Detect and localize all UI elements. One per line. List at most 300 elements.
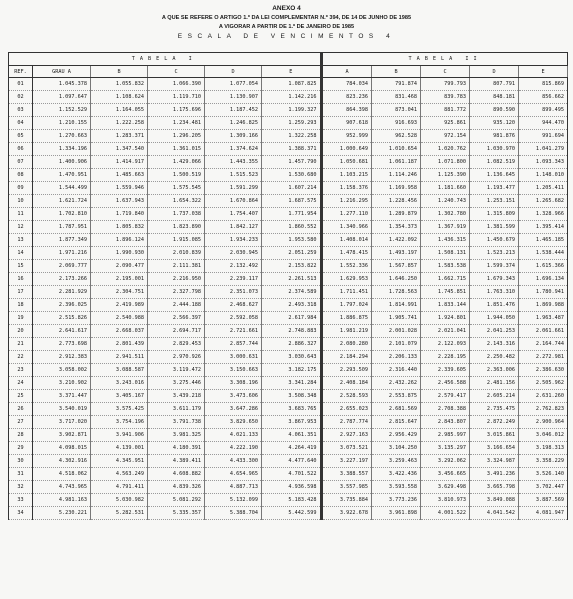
value-cell: 1.654.322 (148, 195, 205, 208)
value-cell: 2.386.630 (519, 364, 568, 377)
value-cell: 4.345.951 (91, 455, 148, 468)
value-cell: 2.985.997 (421, 429, 470, 442)
value-cell: 4.222.190 (205, 442, 262, 455)
value-cell: 944.470 (519, 117, 568, 130)
value-cell: 1.905.741 (372, 312, 421, 325)
ref-cell: 11 (9, 208, 33, 221)
table-row (9, 312, 321, 325)
value-cell: 2.815.647 (372, 416, 421, 429)
value-cell: 907.618 (323, 117, 372, 130)
value-cell: 1.443.355 (205, 156, 262, 169)
value-cell: 5.282.531 (91, 507, 148, 520)
value-cell: 925.861 (421, 117, 470, 130)
value-cell: 2.886.327 (262, 338, 321, 351)
value-cell: 3.135.297 (421, 442, 470, 455)
value-cell: 1.061.187 (372, 156, 421, 169)
value-cell: 3.275.446 (148, 377, 205, 390)
table-row (323, 195, 568, 208)
value-cell: 2.143.316 (470, 338, 519, 351)
value-cell: 1.142.216 (262, 91, 321, 104)
value-cell: 1.414.917 (91, 156, 148, 169)
value-cell: 3.456.665 (421, 468, 470, 481)
value-cell: 991.694 (519, 130, 568, 143)
value-cell: 807.791 (470, 78, 519, 91)
value-cell: 3.754.196 (91, 416, 148, 429)
value-cell: 2.339.605 (421, 364, 470, 377)
value-cell: 3.422.436 (372, 468, 421, 481)
value-cell: 1.388.371 (262, 143, 321, 156)
value-cell: 3.473.606 (205, 390, 262, 403)
value-cell: 815.869 (519, 78, 568, 91)
value-cell: 3.849.088 (470, 494, 519, 507)
value-cell: 2.956.429 (372, 429, 421, 442)
value-cell: 3.526.140 (519, 468, 568, 481)
value-cell: 3.030.643 (262, 351, 321, 364)
value-cell: 2.351.073 (205, 286, 262, 299)
value-cell: 3.405.167 (91, 390, 148, 403)
ref-cell: 32 (9, 481, 33, 494)
table-row (9, 260, 321, 273)
table-row (323, 455, 568, 468)
value-cell: 3.210.902 (33, 377, 91, 390)
table-row (323, 377, 568, 390)
table-row (9, 468, 321, 481)
value-cell: 1.485.663 (91, 169, 148, 182)
value-cell: 2.505.962 (519, 377, 568, 390)
value-cell: 2.721.661 (205, 325, 262, 338)
value-cell: 1.130.907 (205, 91, 262, 104)
value-cell: 1.924.801 (421, 312, 470, 325)
table-row (9, 390, 321, 403)
value-cell: 1.367.919 (421, 221, 470, 234)
value-cell: 3.773.236 (372, 494, 421, 507)
value-cell: 3.683.765 (262, 403, 321, 416)
value-cell: 2.051.259 (262, 247, 321, 260)
value-cell: 2.872.249 (470, 416, 519, 429)
value-cell: 1.158.376 (323, 182, 372, 195)
value-cell: 1.851.476 (470, 299, 519, 312)
value-cell: 5.335.357 (148, 507, 205, 520)
value-cell: 2.900.964 (519, 416, 568, 429)
table-2-col-header: C (421, 66, 470, 78)
table-row (9, 156, 321, 169)
table-row (9, 104, 321, 117)
value-cell: 1.361.015 (148, 143, 205, 156)
value-cell: 4.936.598 (262, 481, 321, 494)
value-cell: 2.216.950 (148, 273, 205, 286)
ref-cell: 31 (9, 468, 33, 481)
value-cell: 2.041.253 (470, 325, 519, 338)
table-1-col-header: B (91, 66, 148, 78)
value-cell: 1.990.930 (91, 247, 148, 260)
ref-header: REF. (9, 66, 33, 78)
value-cell: 823.236 (323, 91, 372, 104)
table-row (323, 364, 568, 377)
table-row (9, 494, 321, 507)
value-cell: 3.629.498 (421, 481, 470, 494)
table-2-col-header: B (372, 66, 421, 78)
law-reference: A QUE SE REFERE O ARTIGO 1.º DA LEI COMPLEMENTAR N.º 394, DE 14 DE JUNHO DE 1985 (161, 15, 412, 21)
value-cell: 2.021.041 (421, 325, 470, 338)
value-cell: 2.080.280 (323, 338, 372, 351)
ref-cell: 23 (9, 364, 33, 377)
value-cell: 3.961.898 (372, 507, 421, 520)
value-cell: 2.261.513 (262, 273, 321, 286)
value-cell: 4.518.062 (33, 468, 91, 481)
value-cell: 2.272.981 (519, 351, 568, 364)
value-cell: 2.481.156 (470, 377, 519, 390)
value-cell: 1.422.092 (372, 234, 421, 247)
value-cell: 3.341.284 (262, 377, 321, 390)
table-row (9, 442, 321, 455)
table-row (9, 416, 321, 429)
value-cell: 791.874 (372, 78, 421, 91)
table-row (9, 195, 321, 208)
ref-cell: 15 (9, 260, 33, 273)
ref-cell: 34 (9, 507, 33, 520)
value-cell: 2.843.807 (421, 416, 470, 429)
value-cell: 4.001.522 (421, 507, 470, 520)
value-cell: 1.354.373 (372, 221, 421, 234)
value-cell: 1.050.681 (323, 156, 372, 169)
value-cell: 3.227.197 (323, 455, 372, 468)
ref-cell: 16 (9, 273, 33, 286)
table-row (9, 507, 321, 520)
value-cell: 2.327.798 (148, 286, 205, 299)
value-cell: 2.631.260 (519, 390, 568, 403)
value-cell: 3.557.985 (323, 481, 372, 494)
value-cell: 3.611.179 (148, 403, 205, 416)
value-cell: 1.265.682 (519, 195, 568, 208)
table-row (9, 364, 321, 377)
value-cell: 2.540.988 (91, 312, 148, 325)
value-cell: 2.316.440 (372, 364, 421, 377)
value-cell: 2.655.023 (323, 403, 372, 416)
value-cell: 3.735.884 (323, 494, 372, 507)
value-cell: 1.944.050 (470, 312, 519, 325)
value-cell: 831.468 (372, 91, 421, 104)
value-cell: 2.857.744 (205, 338, 262, 351)
value-cell: 2.363.006 (470, 364, 519, 377)
value-cell: 3.119.472 (148, 364, 205, 377)
value-cell: 1.234.481 (148, 117, 205, 130)
ref-cell: 13 (9, 234, 33, 247)
value-cell: 3.941.906 (91, 429, 148, 442)
value-cell: 2.605.214 (470, 390, 519, 403)
value-cell: 2.239.117 (205, 273, 262, 286)
table-row (323, 130, 568, 143)
table-row (323, 117, 568, 130)
salary-table-1 (8, 52, 322, 520)
value-cell: 1.205.411 (519, 182, 568, 195)
table-row (9, 182, 321, 195)
value-cell: 1.296.205 (148, 130, 205, 143)
value-cell: 1.395.414 (519, 221, 568, 234)
value-cell: 4.701.522 (262, 468, 321, 481)
value-cell: 1.136.645 (470, 169, 519, 182)
table-2-col-header: E (519, 66, 568, 78)
value-cell: 1.771.954 (262, 208, 321, 221)
table-row (323, 416, 568, 429)
value-cell: 1.787.951 (33, 221, 91, 234)
table-row (323, 442, 568, 455)
value-cell: 2.493.318 (262, 299, 321, 312)
table-row (323, 351, 568, 364)
value-cell: 3.198.313 (519, 442, 568, 455)
table-row (323, 234, 568, 247)
value-cell: 1.328.966 (519, 208, 568, 221)
ref-cell: 08 (9, 169, 33, 182)
value-cell: 1.114.246 (372, 169, 421, 182)
value-cell: 1.646.250 (372, 273, 421, 286)
value-cell: 4.264.419 (262, 442, 321, 455)
value-cell: 1.552.336 (323, 260, 372, 273)
value-cell: 1.523.213 (470, 247, 519, 260)
value-cell: 1.041.279 (519, 143, 568, 156)
value-cell: 1.583.538 (421, 260, 470, 273)
value-cell: 3.902.871 (33, 429, 91, 442)
value-cell: 799.793 (421, 78, 470, 91)
value-cell: 1.340.966 (323, 221, 372, 234)
table-row (9, 169, 321, 182)
value-cell: 2.111.381 (148, 260, 205, 273)
value-cell: 2.206.133 (372, 351, 421, 364)
value-cell: 1.381.599 (470, 221, 519, 234)
value-cell: 1.470.951 (33, 169, 91, 182)
value-cell: 1.322.258 (262, 130, 321, 143)
value-cell: 3.922.678 (323, 507, 372, 520)
ref-cell: 03 (9, 104, 33, 117)
value-cell: 5.388.704 (205, 507, 262, 520)
value-cell: 2.694.717 (148, 325, 205, 338)
value-cell: 1.754.407 (205, 208, 262, 221)
value-cell: 952.999 (323, 130, 372, 143)
value-cell: 1.240.743 (421, 195, 470, 208)
value-cell: 1.515.523 (205, 169, 262, 182)
table-row (323, 390, 568, 403)
value-cell: 4.791.411 (91, 481, 148, 494)
value-cell: 4.081.947 (519, 507, 568, 520)
value-cell: 1.020.762 (421, 143, 470, 156)
value-cell: 3.015.861 (470, 429, 519, 442)
value-cell: 3.829.650 (205, 416, 262, 429)
ref-cell: 07 (9, 156, 33, 169)
value-cell: 1.842.127 (205, 221, 262, 234)
value-cell: 1.082.519 (470, 156, 519, 169)
table-row (9, 455, 321, 468)
value-cell: 1.450.679 (470, 234, 519, 247)
value-cell: 1.953.580 (262, 234, 321, 247)
value-cell: 1.886.875 (323, 312, 372, 325)
value-cell: 3.540.019 (33, 403, 91, 416)
value-cell: 2.030.945 (205, 247, 262, 260)
value-cell: 1.544.499 (33, 182, 91, 195)
value-cell: 1.071.800 (421, 156, 470, 169)
value-cell: 4.477.640 (262, 455, 321, 468)
value-cell: 3.046.012 (519, 429, 568, 442)
table-1-title: TABELA I (9, 53, 321, 66)
value-cell: 1.567.857 (372, 260, 421, 273)
table-row (323, 494, 568, 507)
table-row (323, 286, 568, 299)
value-cell: 2.195.001 (91, 273, 148, 286)
value-cell: 2.668.037 (91, 325, 148, 338)
value-cell: 1.347.540 (91, 143, 148, 156)
value-cell: 890.590 (470, 104, 519, 117)
table-row (323, 403, 568, 416)
table-2-col-header: A (323, 66, 372, 78)
value-cell: 1.679.343 (470, 273, 519, 286)
value-cell: 4.433.300 (205, 455, 262, 468)
ref-cell: 06 (9, 143, 33, 156)
value-cell: 2.456.588 (421, 377, 470, 390)
ref-cell: 30 (9, 455, 33, 468)
value-cell: 1.780.941 (519, 286, 568, 299)
table-row (9, 130, 321, 143)
value-cell: 1.696.134 (519, 273, 568, 286)
value-cell: 4.139.001 (91, 442, 148, 455)
table-row (323, 78, 568, 91)
value-cell: 1.436.315 (421, 234, 470, 247)
value-cell: 2.735.475 (470, 403, 519, 416)
value-cell: 2.396.025 (33, 299, 91, 312)
table-row (9, 234, 321, 247)
value-cell: 1.687.575 (262, 195, 321, 208)
value-cell: 3.259.463 (372, 455, 421, 468)
value-cell: 1.670.864 (205, 195, 262, 208)
value-cell: 1.629.953 (323, 273, 372, 286)
value-cell: 1.093.343 (519, 156, 568, 169)
value-cell: 1.538.444 (519, 247, 568, 260)
value-cell: 1.187.452 (205, 104, 262, 117)
value-cell: 1.148.010 (519, 169, 568, 182)
table-row (323, 247, 568, 260)
table-row (9, 429, 321, 442)
value-cell: 2.787.774 (323, 416, 372, 429)
value-cell: 1.478.415 (323, 247, 372, 260)
table-row (9, 299, 321, 312)
ref-cell: 12 (9, 221, 33, 234)
value-cell: 1.934.233 (205, 234, 262, 247)
value-cell: 1.077.054 (205, 78, 262, 91)
value-cell: 5.442.599 (262, 507, 321, 520)
ref-cell: 21 (9, 338, 33, 351)
ref-cell: 04 (9, 117, 33, 130)
value-cell: 2.374.589 (262, 286, 321, 299)
effective-date: A VIGORAR A PARTIR DE 1.º DE JANEIRO DE 1985 (218, 24, 355, 30)
value-cell: 935.120 (470, 117, 519, 130)
value-cell: 1.500.519 (148, 169, 205, 182)
annex-title: ANEXO 4 (272, 5, 301, 12)
ref-cell: 01 (9, 78, 33, 91)
value-cell: 1.277.110 (323, 208, 372, 221)
ref-cell: 17 (9, 286, 33, 299)
table-row (9, 338, 321, 351)
table-row (323, 156, 568, 169)
value-cell: 1.915.085 (148, 234, 205, 247)
value-cell: 2.617.984 (262, 312, 321, 325)
value-cell: 1.429.066 (148, 156, 205, 169)
table-row (9, 78, 321, 91)
value-cell: 1.334.196 (33, 143, 91, 156)
value-cell: 2.592.058 (205, 312, 262, 325)
value-cell: 1.169.958 (372, 182, 421, 195)
value-cell: 3.981.325 (148, 429, 205, 442)
value-cell: 1.103.215 (323, 169, 372, 182)
value-cell: 2.468.627 (205, 299, 262, 312)
table-row (323, 91, 568, 104)
table-1-col-header: E (262, 66, 321, 78)
value-cell: 1.181.660 (421, 182, 470, 195)
value-cell: 2.444.188 (148, 299, 205, 312)
value-cell: 3.491.236 (470, 468, 519, 481)
value-cell: 2.579.417 (421, 390, 470, 403)
ref-cell: 18 (9, 299, 33, 312)
value-cell: 1.066.390 (148, 78, 205, 91)
table-row (323, 182, 568, 195)
value-cell: 3.088.587 (91, 364, 148, 377)
value-cell: 3.073.521 (323, 442, 372, 455)
table-row (323, 169, 568, 182)
value-cell: 1.465.185 (519, 234, 568, 247)
value-cell: 2.566.397 (148, 312, 205, 325)
value-cell: 2.708.388 (421, 403, 470, 416)
table-row (323, 429, 568, 442)
table-row (9, 117, 321, 130)
value-cell: 864.398 (323, 104, 372, 117)
value-cell: 2.069.777 (33, 260, 91, 273)
ref-cell: 19 (9, 312, 33, 325)
value-cell: 1.055.832 (91, 78, 148, 91)
value-cell: 1.045.378 (33, 78, 91, 91)
value-cell: 2.801.439 (91, 338, 148, 351)
value-cell: 4.654.965 (205, 468, 262, 481)
value-cell: 1.309.166 (205, 130, 262, 143)
value-cell: 848.181 (470, 91, 519, 104)
value-cell: 1.010.654 (372, 143, 421, 156)
ref-cell: 22 (9, 351, 33, 364)
value-cell: 1.869.988 (519, 299, 568, 312)
value-cell: 3.243.016 (91, 377, 148, 390)
value-cell: 1.508.131 (421, 247, 470, 260)
value-cell: 2.184.294 (323, 351, 372, 364)
ref-cell: 02 (9, 91, 33, 104)
value-cell: 972.154 (421, 130, 470, 143)
value-cell: 1.591.299 (205, 182, 262, 195)
value-cell: 3.810.973 (421, 494, 470, 507)
table-row (9, 481, 321, 494)
value-cell: 1.315.809 (470, 208, 519, 221)
value-cell: 4.981.163 (33, 494, 91, 507)
value-cell: 1.108.624 (91, 91, 148, 104)
value-cell: 2.293.509 (323, 364, 372, 377)
value-cell: 4.098.015 (33, 442, 91, 455)
value-cell: 1.374.624 (205, 143, 262, 156)
value-cell: 1.530.680 (262, 169, 321, 182)
table-row (323, 312, 568, 325)
value-cell: 3.104.250 (372, 442, 421, 455)
table-row (9, 403, 321, 416)
value-cell: 3.000.631 (205, 351, 262, 364)
table-1-col-header: C (148, 66, 205, 78)
ref-cell: 24 (9, 377, 33, 390)
table-1-col-header: GRAU A (33, 66, 91, 78)
table-row (323, 299, 568, 312)
value-cell: 3.058.002 (33, 364, 91, 377)
value-cell: 5.230.221 (33, 507, 91, 520)
value-cell: 1.087.825 (262, 78, 321, 91)
value-cell: 2.090.477 (91, 260, 148, 273)
